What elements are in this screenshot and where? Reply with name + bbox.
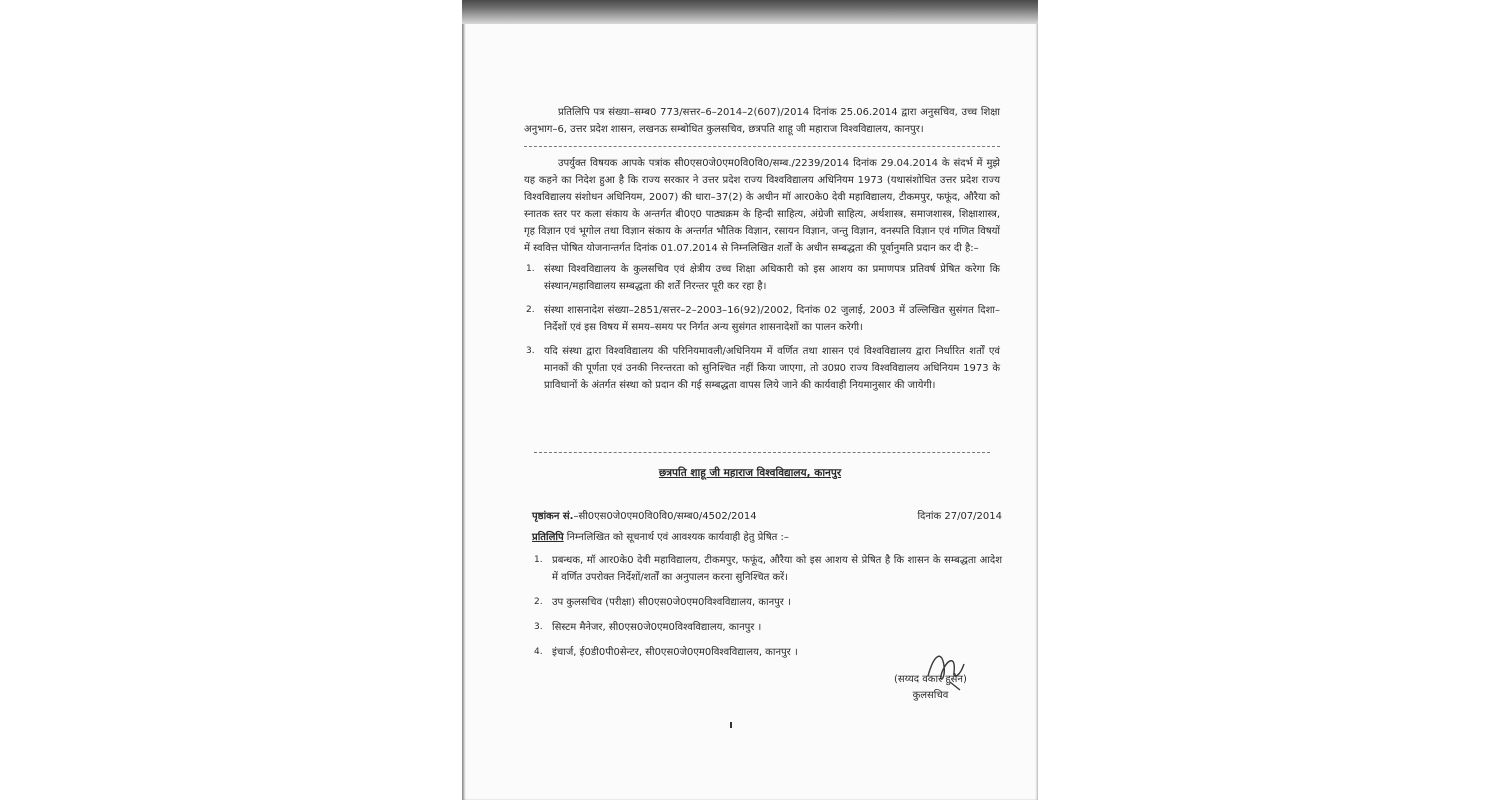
signatory-name: (सय्यद वकार हुसैन) [894,674,967,685]
recipient-item: 1. प्रबन्धक, मॉ आर0के0 देवी महाविद्यालय, टीकमपुर, फफूंद, औरैया को इस आशय से प्रेषित है कि शासन के सम्बद्धता आदेश में वर्णित उपरोक्त निर्देशों/शर्तों का अनुपालन करना सुनिश्चित करें। [534,555,1002,583]
endorsement-ref-row [532,508,1002,525]
recipient-item: 2. उप कुलसचिव (परीक्षा) सी0एस0जे0एम0विश्वविद्यालय, कानपुर । [534,597,791,608]
recipient-item: 4. इंचार्ज, ई0डी0पी0सेन्टर, सी0एस0जे0एम0विश्वविद्यालय, कानपुर । [534,647,798,658]
endorsement-date: दिनांक 27/07/2014 [917,511,1002,522]
scanned-page [462,0,1038,800]
scan-speck [730,722,732,728]
university-heading: छत्रपति शाहू जी महाराज विश्वविद्यालय, कानपुर [658,467,842,479]
letter-body [524,104,1000,401]
scanner-edge-shadow [462,0,1038,24]
signatory-designation: कुलसचिव [912,690,949,701]
endorsement-ref: पृष्ठांकन सं.–सी0एस0जे0एम0वि0वि0/सम्ब0/4502/2014 [532,511,757,522]
recipient-item: 3. सिस्टम मैनेजर, सी0एस0जे0एम0विश्वविद्यालय, कानपुर । [534,622,762,633]
dashed-divider [534,452,990,453]
dashed-divider [524,146,1000,147]
conditions-list [524,261,1000,394]
copy-reference-paragraph: प्रतिलिपि पत्र संख्या–सम्ब0 773/सत्तर–6–2014–2(607)/2014 दिनांक 25.06.2014 द्वारा अनुसचिव, उच्च शिक्षा अनुभाग–6, उत्तर प्रदेश शासन, लखनऊ सम्बोधित कुलसचिव, छत्रपति शाहू जी महाराज विश्वविद्यालय, कानपुर। [524,107,1000,135]
signature-block [894,672,967,704]
endorsement-section [532,508,1002,668]
condition-item: 3. यदि संस्था द्वारा विश्वविद्यालय की परिनियमावली/अधिनियम में वर्णित तथा शासन एवं विश्वविद्यालय द्वारा निर्धारित शर्तों एवं मानकों की पूर्णता एवं उनकी निरन्तरता को सुनिश्चित नहीं किया जाएगा, तो उ0प्र0 राज्य विश्वविद्यालय अधिनियम 1973 के प्राविधानों के अंतर्गत संस्था को प्रदान की गई सम्बद्धता वापस लिये जाने की कार्यवाही नियमानुसार की जायेगी। [526,346,1000,391]
condition-item: 2. संस्था शासनादेश संख्या–2851/सत्तर–2–2003–16(92)/2002, दिनांक 02 जुलाई, 2003 में उल्लिखित सुसंगत दिशा–निर्देशों एवं इस विषय में समय–समय पर निर्गत अन्य सुसंगत शासनादेशों का पालन करेगी। [526,305,1000,333]
recipients-list [532,552,1002,661]
copy-line: प्रतिलिपि निम्नलिखित को सूचनार्थ एवं आवश्यक कार्यवाही हेतु प्रेषित :– [532,532,789,543]
condition-item: 1. संस्था विश्वविद्यालय के कुलसचिव एवं क्षेत्रीय उच्च शिक्षा अधिकारी को इस आशय का प्रमाणपत्र प्रतिवर्ष प्रेषित करेगा कि संस्थान/महाविद्यालय सम्बद्धता की शर्तें निरन्तर पूरी कर रहा है। [526,264,1000,292]
main-paragraph: उपर्युक्त विषयक आपके पत्रांक सी0एस0जे0एम0वि0वि0/सम्ब./2239/2014 दिनांक 29.04.2014 के संदर्भ में मुझे यह कहने का निदेश हुआ है कि राज्य सरकार ने उत्तर प्रदेश राज्य विश्वविद्यालय अधिनियम 1973 (यथासंशोधित उत्तर प्रदेश राज्य विश्वविद्यालय संशोधन अधिनियम, 2007) की धारा–37(2) के अधीन मॉ आर0के0 देवी महाविद्यालय, टीकमपुर, फफूंद, औरैया को स्नातक स्तर पर कला संकाय के अन्तर्गत बी0ए0 पाठ्यक्रम के हिन्दी साहित्य, अंग्रेजी साहित्य, अर्थशास्त्र, समाजशास्त्र, शिक्षाशास्त्र, गृह विज्ञान एवं भूगोल तथा विज्ञान संकाय के अन्तर्गत भौतिक विज्ञान, रसायन विज्ञान, जन्तु विज्ञान, वनस्पति विज्ञान एवं गणित विषयों में स्ववित्त पोषित योजनान्तर्गत दिनांक 01.07.2014 से निम्नलिखित शर्तों के अधीन सम्बद्धता की पूर्वानुमति प्रदान कर दी है:– [524,158,1000,254]
